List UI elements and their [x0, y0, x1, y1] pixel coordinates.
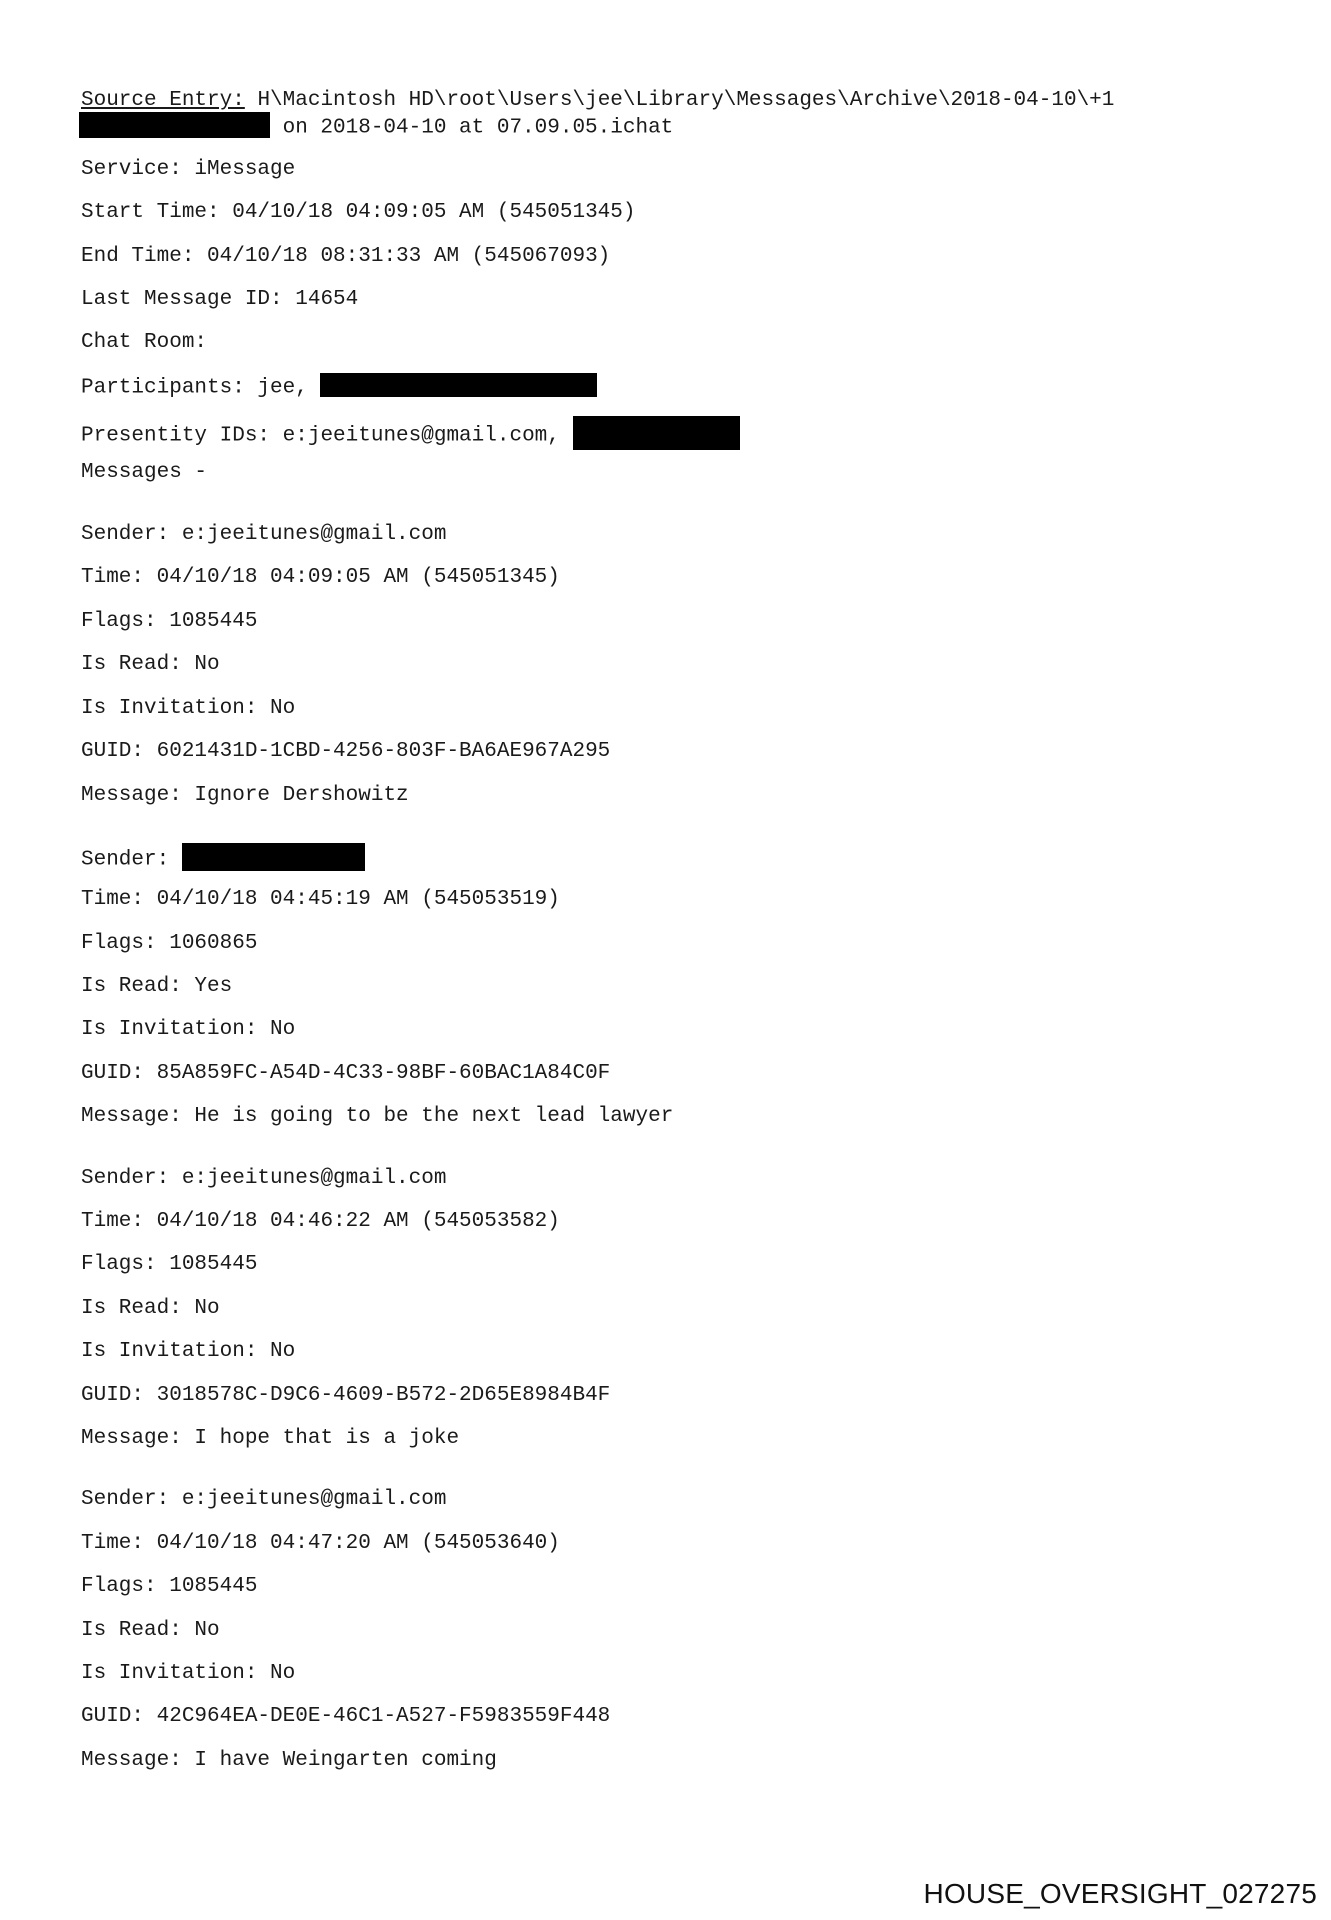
message-sender-label: Sender: [81, 848, 170, 872]
message-is-invitation: Is Invitation: No [81, 697, 296, 720]
message-flags: Flags: 1085445 [81, 1575, 258, 1598]
message-text: Message: Ignore Dershowitz [81, 784, 409, 807]
source-entry-path-cont: on 2018-04-10 at 07.09.05.ichat [282, 116, 674, 140]
participants-text: Participants: jee, [81, 376, 308, 400]
message-is-invitation: Is Invitation: No [81, 1662, 296, 1685]
redaction-block [320, 373, 597, 397]
source-entry-line [81, 89, 1114, 113]
message-text: Message: He is going to be the next lead lawyer [81, 1105, 674, 1128]
message-guid: GUID: 6021431D-1CBD-4256-803F-BA6AE967A295 [81, 740, 611, 763]
message-sender [81, 845, 365, 873]
message-is-invitation: Is Invitation: No [81, 1340, 296, 1363]
source-entry-line-cont [79, 114, 673, 141]
source-entry-label: Source Entry: [81, 89, 245, 112]
redaction-block [79, 112, 270, 138]
redaction-block [573, 416, 740, 450]
last-message-id-line: Last Message ID: 14654 [81, 288, 359, 311]
message-time: Time: 04/10/18 04:47:20 AM (545053640) [81, 1532, 560, 1555]
start-time-line: Start Time: 04/10/18 04:09:05 AM (545051345) [81, 201, 636, 224]
message-is-read: Is Read: No [81, 653, 220, 676]
presentity-ids-text: Presentity IDs: e:jeeitunes@gmail.com, [81, 424, 560, 448]
messages-label: Messages - [81, 461, 208, 484]
message-time: Time: 04/10/18 04:09:05 AM (545051345) [81, 566, 560, 589]
message-flags: Flags: 1060865 [81, 932, 258, 955]
message-text: Message: I have Weingarten coming [81, 1749, 497, 1772]
message-is-invitation: Is Invitation: No [81, 1018, 296, 1041]
message-text: Message: I hope that is a joke [81, 1427, 460, 1450]
service-line: Service: iMessage [81, 158, 296, 181]
message-is-read: Is Read: No [81, 1297, 220, 1320]
source-entry-path: H\Macintosh HD\root\Users\jee\Library\Messages\Archive\2018-04-10\+1 [257, 89, 1115, 112]
message-time: Time: 04/10/18 04:46:22 AM (545053582) [81, 1210, 560, 1233]
participants-line [81, 375, 597, 401]
message-is-read: Is Read: No [81, 1619, 220, 1642]
message-sender: Sender: e:jeeitunes@gmail.com [81, 523, 447, 546]
message-sender: Sender: e:jeeitunes@gmail.com [81, 1167, 447, 1190]
message-guid: GUID: 42C964EA-DE0E-46C1-A527-F5983559F448 [81, 1705, 611, 1728]
bates-number: HOUSE_OVERSIGHT_027275 [923, 1878, 1317, 1909]
end-time-line: End Time: 04/10/18 08:31:33 AM (545067093) [81, 245, 611, 268]
message-guid: GUID: 85A859FC-A54D-4C33-98BF-60BAC1A84C0F [81, 1062, 611, 1085]
message-sender: Sender: e:jeeitunes@gmail.com [81, 1488, 447, 1511]
redaction-block [182, 843, 365, 871]
message-guid: GUID: 3018578C-D9C6-4609-B572-2D65E8984B4F [81, 1384, 611, 1407]
message-is-read: Is Read: Yes [81, 975, 233, 998]
chat-room-line: Chat Room: [81, 331, 208, 354]
message-flags: Flags: 1085445 [81, 1253, 258, 1276]
presentity-ids-line [81, 418, 740, 452]
message-time: Time: 04/10/18 04:45:19 AM (545053519) [81, 888, 560, 911]
message-flags: Flags: 1085445 [81, 610, 258, 633]
